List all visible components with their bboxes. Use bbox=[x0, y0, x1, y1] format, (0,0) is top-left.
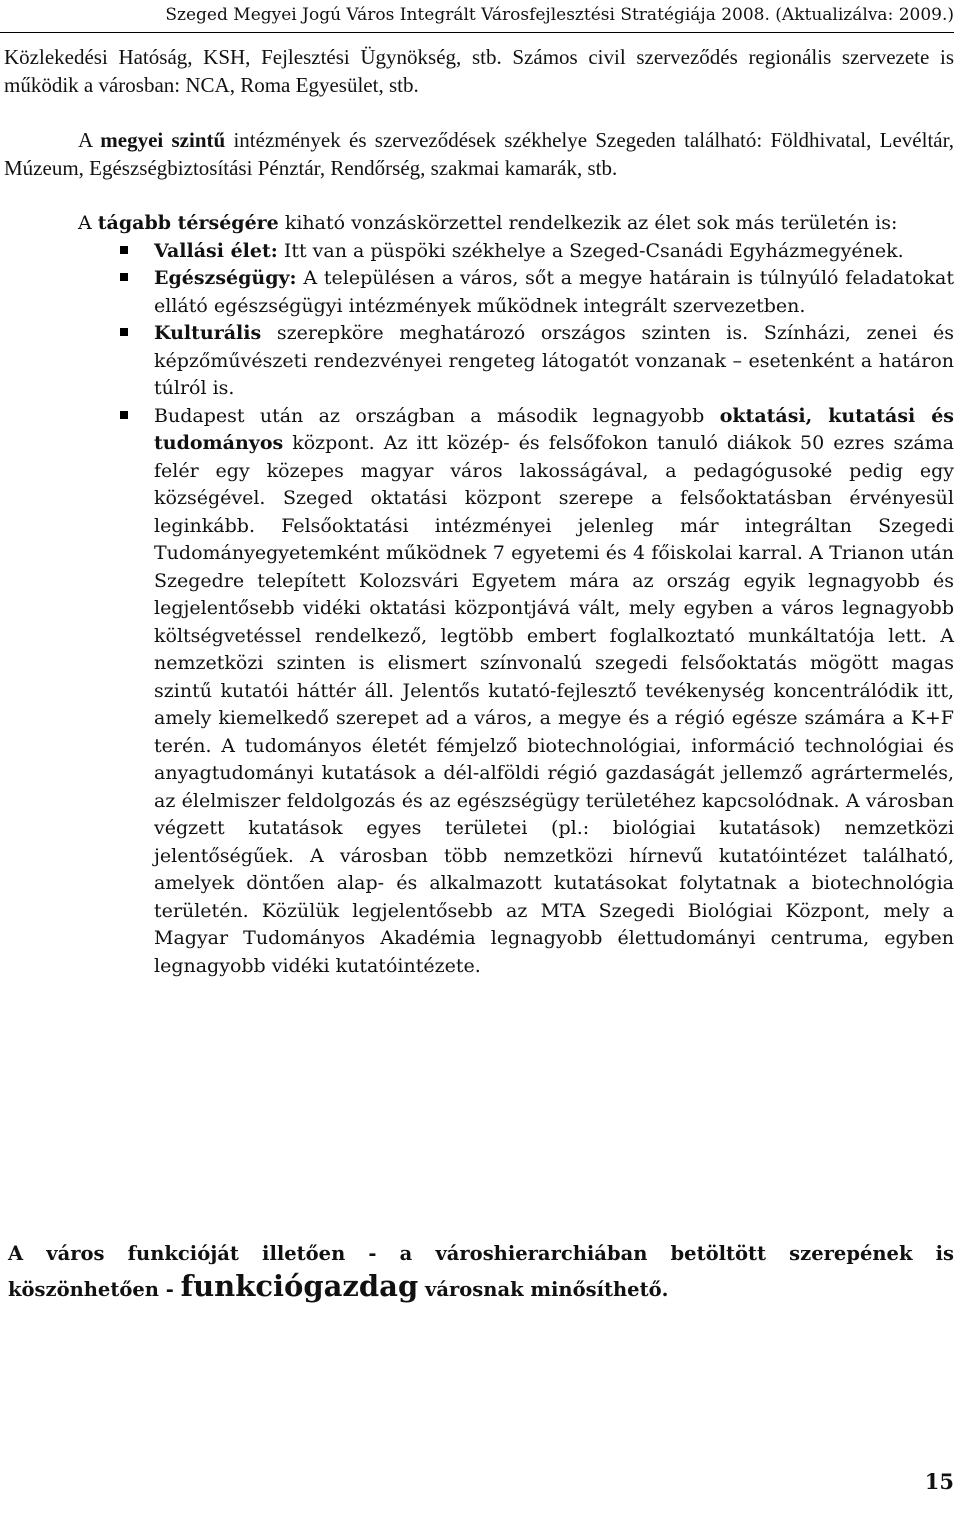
list-item-heading: Vallási élet: bbox=[154, 239, 278, 262]
paragraph-county-institutions bbox=[4, 127, 954, 182]
body-text bbox=[4, 44, 954, 980]
conclusion-statement bbox=[8, 1237, 954, 1306]
list-item-text: Itt van a püspöki székhelye a Szeged-Csanádi Egyházmegyének. bbox=[277, 239, 904, 262]
text: A bbox=[78, 128, 101, 152]
bullet-list bbox=[4, 238, 954, 981]
emphasis: tágabb térségére bbox=[97, 212, 279, 234]
list-item-heading: Egészségügy: bbox=[154, 267, 297, 289]
list-item-text: központ. Az itt közép- és felsőfokon tanuló diákok 50 ezres száma felér egy közepes magyar város lakosságával, a pedagógusoké pedig egy községével. Szeged oktatási központ szerepe a felsőoktatásban érvényesül leginkább. Felsőoktatási intézményei jelenleg már integráltan Szegedi Tudományegyetemként működnek 7 egyetemi és 4 főiskolai karral. A Trianon után Szegedre telepített Kolozsvári Egyetem mára az ország egyik legnagyobb és legjelentősebb vidéki oktatási központjává vált, mely egyben a város legnagyobb költségvetéssel rendelkező, legtöbb embert foglalkoztató munkáltatója lett. A nemzetközi szinten is elismert színvonalú szegedi felsőoktatás mögött magas szintű kutatói háttér áll. Jelentős kutató-fejlesztő tevékenység koncentrálódik itt, amely kiemelkedő szerepet ad a város, a megye és a régió egésze számára a K+F terén. A tudományos életét fémjelző biotechnológiai, információ technológiai és anyagtudományi kutatások a dél-alföldi régió gazdaságát jellemző agrártermelés, az élelmiszer feldolgozás és az egészségügy területéhez kapcsolódnak. A városban végzett kutatások egyes területei (pl.: biológiai kutatások) nemzetközi jelentőségűek. A városban több nemzetközi hírnevű kutatóintézet található, amelyek döntően alap- és alkalmazott kutatásokat folytatnak a biotechnológia területén. Közülük legjelentősebb az MTA Szegedi Biológiai Központ, mely a Magyar Tudományos Akadémia legnagyobb élettudományi centruma, egyben legnagyobb vidéki kutatóintézete. bbox=[154, 432, 954, 977]
list-item-text: Budapest után az országban a második legnagyobb bbox=[154, 404, 720, 427]
list-item-education bbox=[154, 403, 954, 981]
list-item-text: A településen a város, sőt a megye határain is túlnyúló feladatokat ellátó egészségügyi intézmények működnek integrált szervezetben. bbox=[154, 267, 954, 317]
list-item-health bbox=[154, 265, 954, 320]
emphasis: megyei szintű bbox=[100, 128, 226, 152]
conclusion-emphasis: funkciógazdag bbox=[180, 1269, 419, 1303]
running-header: Szeged Megyei Jogú Város Integrált Városfejlesztési Stratégiája 2008. (Aktualizálva: 2009.) bbox=[0, 4, 954, 33]
conclusion-text: városnak minősíthető. bbox=[418, 1278, 669, 1301]
list-item-heading: Kulturális bbox=[154, 322, 262, 344]
paragraph-institutions: Közlekedési Hatóság, KSH, Fejlesztési Ügynökség, stb. Számos civil szerveződés regionális szervezete is működik a városban: NCA, Roma Egyesület, stb. bbox=[4, 45, 954, 97]
page-number: 15 bbox=[924, 1469, 954, 1494]
list-item-culture bbox=[154, 320, 954, 403]
text: A bbox=[78, 212, 98, 234]
paragraph-wider-region bbox=[4, 210, 954, 238]
list-item-text: szerepköre meghatározó országos szinten is. Színházi, zenei és képzőművészeti rendezvényei rengeteg látogatót vonzanak – esetenként a határon túlról is. bbox=[154, 322, 954, 399]
list-item-heading: oktatási, kutatási és tudományos bbox=[154, 404, 954, 454]
text: kiható vonzáskörzettel rendelkezik az élet sok más területén is: bbox=[278, 212, 898, 234]
conclusion-text: A város funkcióját illetően - a városhierarchiában betöltött szerepének is köszönhetően - bbox=[8, 1242, 954, 1301]
text: intézmények és szerveződések székhelye Szegeden található: Földhivatal, Levéltár, Múzeum, Egészségbiztosítási Pénztár, Rendőrség, szakmai kamarák, stb. bbox=[4, 128, 955, 180]
list-item-religion bbox=[154, 238, 954, 266]
